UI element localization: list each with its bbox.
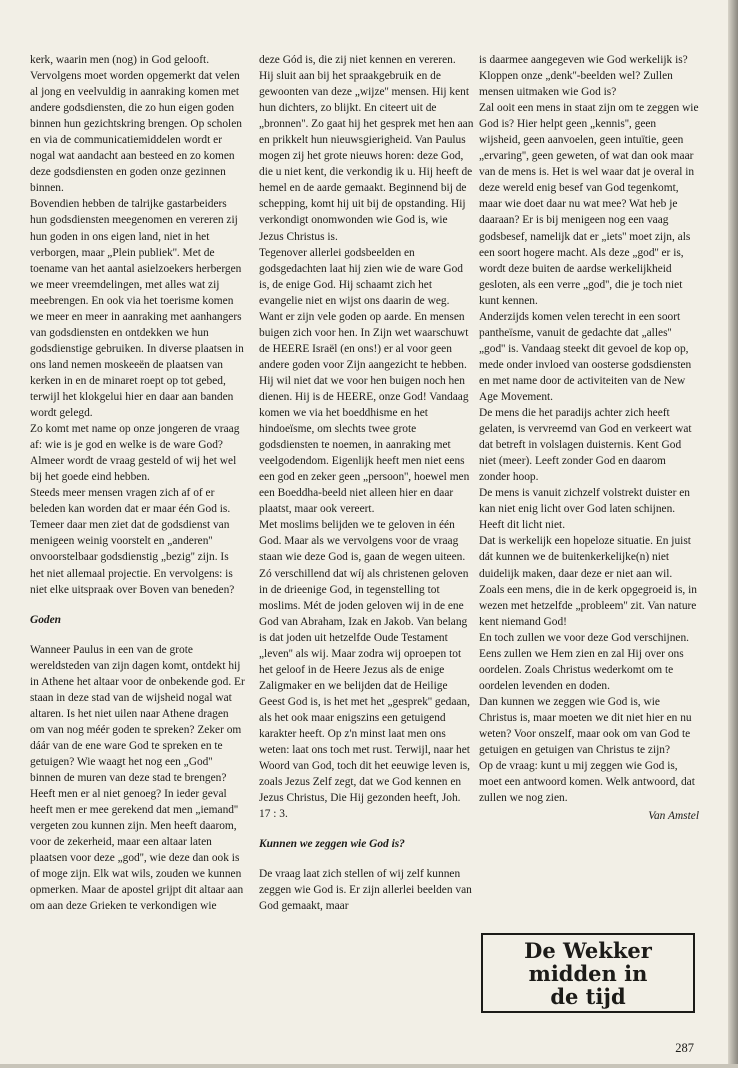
- paragraph: Dan kunnen we zeggen wie God is, wie Christus is, maar moeten we dit niet hier en nu weten? Voor onszelf, maar ook om van God te getuigen en getuigen van Christus te zijn?: [479, 695, 692, 757]
- paragraph: De mens die het paradijs achter zich heeft gelaten, is vervreemd van God en verkeert wat dat betreft in volslagen duisternis. Kent God niet (meer). Leeft zonder God en daarom zonder hoop.: [479, 407, 692, 484]
- text-column-3: [479, 52, 699, 824]
- column-title-box: [481, 933, 695, 1013]
- paragraph: Hij sluit aan bij het spraakgebruik en de gewoonten van deze „wijze'' mensen. Hij kent hun dichters, zo blijkt. En citeert uit de „bronnen''. Zo gaat hij het gesprek met hen aan en prikkelt hun nieuwsgierigheid. Van Paulus mogen zij het grote nieuws horen: deze God, die u niet kent, die verkondig ik u. Hij heeft de hemel en de aarde gemaakt. Beginnend bij de schepping, komt hij uit bij de opstanding. Hij verkondigt onomwonden wie God is, wie Jezus Christus is.: [259, 70, 474, 243]
- paragraph: Tegenover allerlei godsbeelden en godsgedachten laat hij zien wie de ware God is, de enige God. Hij schaamt zich het evangelie niet en wijst ons daarin de weg.: [259, 246, 464, 307]
- text-column-2: [259, 52, 474, 914]
- paragraph: deze Gód is, die zij niet kennen en vereren.: [259, 54, 456, 66]
- section-heading-kunnen-we-zeggen: Kunnen we zeggen wie God is?: [259, 838, 405, 851]
- column-title: De Wekker midden in de tijd: [524, 937, 652, 1009]
- paragraph: Almeer wordt de vraag gesteld of wij het wel bij het goede eind hebben.: [30, 455, 237, 484]
- paragraph: Anderzijds komen velen terecht in een soort pantheïsme, vanuit de gedachte dat „alles'' „god'' is. Vandaag steekt dit gevoel de kop op, mede onder invloed van oosterse godsdiensten en met name door de activiteiten van de New Age Movement.: [479, 310, 692, 403]
- binding-edge: [728, 0, 738, 1068]
- paragraph: kerk, waarin men (nog) in God gelooft. Vervolgens moet worden opgemerkt dat velen al jong en veelvuldig in aanraking komen met andere godsdiensten, die zo hun eigen goden binnen hun gezichtskring brengen. Op scholen en via de communicatiemiddelen wordt er nogal wat aandacht aan besteed en zo komen deze godsdiensten en goden onze gezinnen binnen.: [30, 54, 242, 195]
- paragraph: Op de vraag: kunt u mij zeggen wie God is, moet een antwoord komen. Welk antwoord, dat zullen we nog zien.: [479, 760, 695, 805]
- paragraph: De vraag laat zich stellen of wij zelf kunnen zeggen wie God is. Er zijn allerlei beelden van God gemaakt, maar: [259, 868, 472, 913]
- paragraph: Want er zijn vele goden op aarde. En mensen buigen zich voor hen. In Zijn wet waarschuwt de HEERE Israël (en ons!) er al voor geen andere goden voor Zijn aangezicht te hebben. Hij wil niet dat we voor hen buigen noch hen dienen. Hij is de HEERE, onze God! Vandaag komen we via het boeddhisme en het hindoeïsme, om slechts twee grote godsdiensten te noemen, in aanraking met veelgodendom. Eigenlijk heeft men niet eens een god en zeker geen „persoon'', hoewel men een Boeddha-beeld niet alleen hier en daar plaatst, maar ook vereert.: [259, 310, 470, 516]
- paragraph: Dat is werkelijk een hopeloze situatie. En juist dát kunnen we de buitenkerkelijke(n) niet duidelijk maken, daar deze er niet aan wil. Zoals een mens, die in de kerk opgegroeid is, in wezen met hetzelfde „probleem'' zit. Van nature kent niemand God!: [479, 535, 697, 628]
- text-column-1: [30, 52, 245, 914]
- paragraph: Zo komt met name op onze jongeren de vraag af: wie is je god en welke is de ware God?: [30, 423, 240, 452]
- page-number: 287: [675, 1041, 694, 1055]
- bottom-edge: [0, 1064, 738, 1068]
- paragraph: Bovendien hebben de talrijke gastarbeiders hun godsdiensten meegenomen en vereren zij hun goden in ons eigen land, niet in het verborgen, maar „Plein publiek''. Met de toename van het aantal asielzoekers herbergen we meer vreemdelingen, met alles wat zij meebrengen. En ook via het toerisme komen we meer en meer in aanraking met aanhangers van godsdiensten en ontdekken we hun godsdienstige gebruiken. In diverse plaatsen in ons land nemen moskeeën de plaatsen van kerken in en de minaret roept op tot gebed, terwijl het klokgelui hier en daar aan banden wordt gelegd.: [30, 198, 244, 420]
- paragraph: En toch zullen we voor deze God verschijnen. Eens zullen we Hem zien en zal Hij over ons oordelen. Zoals Christus wederkomt om te oordelen levenden en doden.: [479, 631, 690, 692]
- paragraph: De mens is vanuit zichzelf volstrekt duister en kan niet enig licht over God laten schijnen. Heeft dit licht niet.: [479, 487, 690, 532]
- paragraph: Met moslims belijden we te geloven in één God. Maar als we vervolgens voor de vraag staan wie deze God is, gaan de wegen uiteen. Zó verschillend dat wíj als christenen geloven in de drieenige God, in tegenstelling tot moslims. Mét de joden geloven wij in de ene God van Abraham, Izak en Jakob. Van belang is dat joden uit hetzelfde Oude Testament „leven'' als wij. Maar zodra wij oproepen tot het geloof in de Heere Jezus als de enige Zaligmaker en we belijden dat de Heilige Geest God is, is het met het „gesprek'' gedaan, als het ook maar enigszins een getuigend karakter heeft. Op z'n minst laat men ons weten: laat ons toch met rust. Terwijl, naar het Woord van God, toch dit het eeuwige leven is, zoals Jezus Zelf zegt, dat we God kennen en Jezus Christus, Die Hij gezonden heeft, Joh. 17 : 3.: [259, 519, 471, 821]
- author-signature: Van Amstel: [648, 810, 699, 823]
- section-heading-goden: Goden: [30, 613, 62, 626]
- paragraph: is daarmee aangegeven wie God werkelijk is? Kloppen onze „denk''-beelden wel? Zullen mensen uitmaken wie God is?: [479, 54, 688, 99]
- paragraph: Steeds meer mensen vragen zich af of er beleden kan worden dat er maar één God is. Temeer daar men ziet dat de godsdienst van menigeen weinig voorstelt en „anderen'' onvoorstelbaar godsdienstig „bezig'' zijn. Is het niet allemaal projectie. En vervolgens: is niet elke uitspraak over Boven van beneden?: [30, 487, 235, 596]
- paragraph: Zal ooit een mens in staat zijn om te zeggen wie God is? Hier helpt geen „kennis'', geen wijsheid, geen aanvoelen, geen intuïtie, geen „ervaring'', geen geweten, of wat dan ook maar van de mens is. Het is wel waar dat je overal in deze wereld enig besef van God tegenkomt, maar wie doet daar nu wat mee? Wat heb je daaraan? Er is bij menigeen nog een vaag godsbesef, namelijk dat er „iets'' moet zijn, als een soort hogere macht. Als deze „god'' er is, wordt deze buiten de aardse werkelijkheid gesloten, als een verre „god'', die je toch niet kunt kennen.: [479, 102, 699, 307]
- paragraph: Wanneer Paulus in een van de grote wereldsteden van zijn dagen komt, ontdekt hij in Athene het altaar voor de onbekende god. Er staan in deze stad van de wijsheid nogal wat altaren. Is het niet uilen naar Athene dragen om van nog méér goden te spreken? Zeker om dáár van de ene ware God te spreken en te getuigen? Wie waagt het nog een „God'' binnen de muren van deze stad te brengen? Heeft men er al niet genoeg? In ieder geval heeft men er mee gerekend dat men „iemand'' vergeten zou kunnen zijn. Men heeft daarom, voor de zekerheid, maar een altaar laten plaatsen voor deze „god'', wie deze dan ook is of moge zijn. Elk wat wils, zouden we kunnen opmerken. Maar de apostel grijpt dit altaar aan om aan deze Grieken te verkondigen wie: [30, 643, 245, 913]
